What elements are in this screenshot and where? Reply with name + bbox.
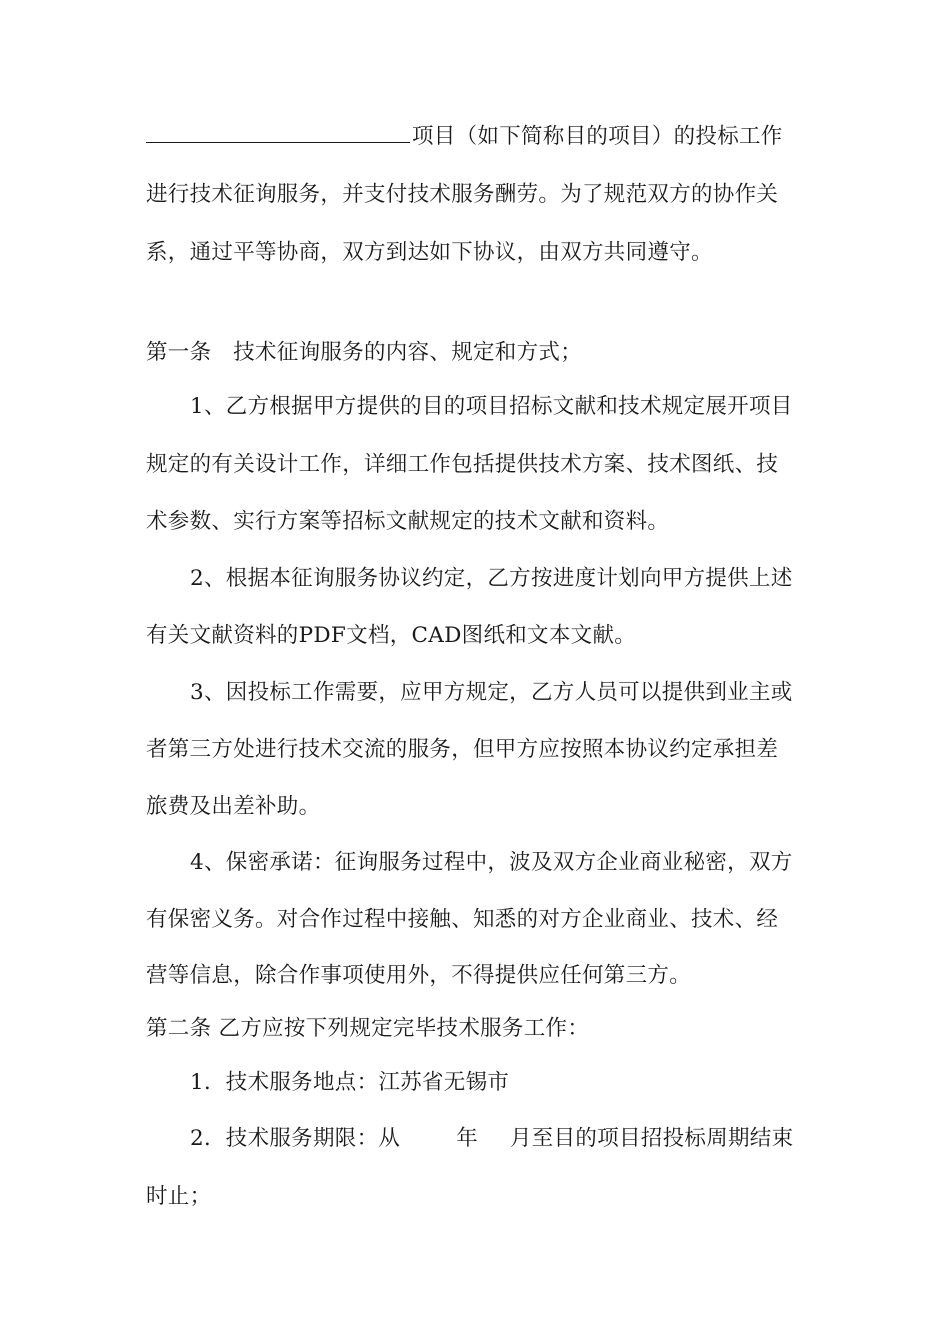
- intro-line-1-text: 项目（如下简称目的项目）的投标工作: [412, 124, 783, 149]
- article-1-item-4-line-2: 有保密义务。对合作过程中接触、知悉的对方企业商业、技术、经: [146, 907, 779, 932]
- intro-line-1: [146, 122, 783, 152]
- article-2-heading: 第二条 乙方应按下列规定完毕技术服务工作：: [146, 1016, 590, 1041]
- service-period-month-until: 月至目的项目招投标周期结束: [510, 1126, 794, 1151]
- article-1-item-2-line-2: 有关文献资料的PDF文档，CAD图纸和文本文献。: [146, 623, 637, 648]
- article-1-item-1-line-1: 1、乙方根据甲方提供的目的项目招标文献和技术规定展开项目: [190, 394, 793, 419]
- article-1-item-1-line-3: 术参数、实行方案等招标文献规定的技术文献和资料。: [146, 509, 670, 534]
- article-1-item-4-line-1: 4、保密承诺：征询服务过程中，波及双方企业商业秘密，双方: [190, 850, 793, 875]
- article-1-item-2-line-1: 2、根据本征询服务协议约定，乙方按进度计划向甲方提供上述: [190, 566, 793, 591]
- article-1-item-3-line-1: 3、因投标工作需要，应甲方规定，乙方人员可以提供到业主或: [190, 680, 793, 705]
- article-1-item-4-line-3: 营等信息，除合作事项使用外，不得提供应任何第三方。: [146, 963, 692, 988]
- article-1-item-3-line-3: 旅费及出差补助。: [146, 794, 321, 819]
- intro-line-2: 进行技术征询服务，并支付技术服务酬劳。为了规范双方的协作关: [146, 182, 779, 207]
- article-2-item-1: 1．技术服务地点：江苏省无锡市: [190, 1070, 510, 1095]
- article-2-item-2-line-1: [190, 1124, 793, 1154]
- project-name-blank: [146, 122, 410, 143]
- service-period-year: 年: [456, 1126, 478, 1151]
- service-period-from: 2．技术服务期限：从: [190, 1126, 401, 1151]
- article-2-item-2-line-2: 时止；: [146, 1184, 212, 1209]
- intro-line-3: 系，通过平等协商，双方到达如下协议，由双方共同遵守。: [146, 240, 713, 265]
- article-1-item-3-line-2: 者第三方处进行技术交流的服务，但甲方应按照本协议约定承担差: [146, 737, 779, 762]
- article-1-item-1-line-2: 规定的有关设计工作，详细工作包括提供技术方案、技术图纸、技: [146, 452, 779, 477]
- article-1-heading: 第一条 技术征询服务的内容、规定和方式；: [146, 340, 583, 365]
